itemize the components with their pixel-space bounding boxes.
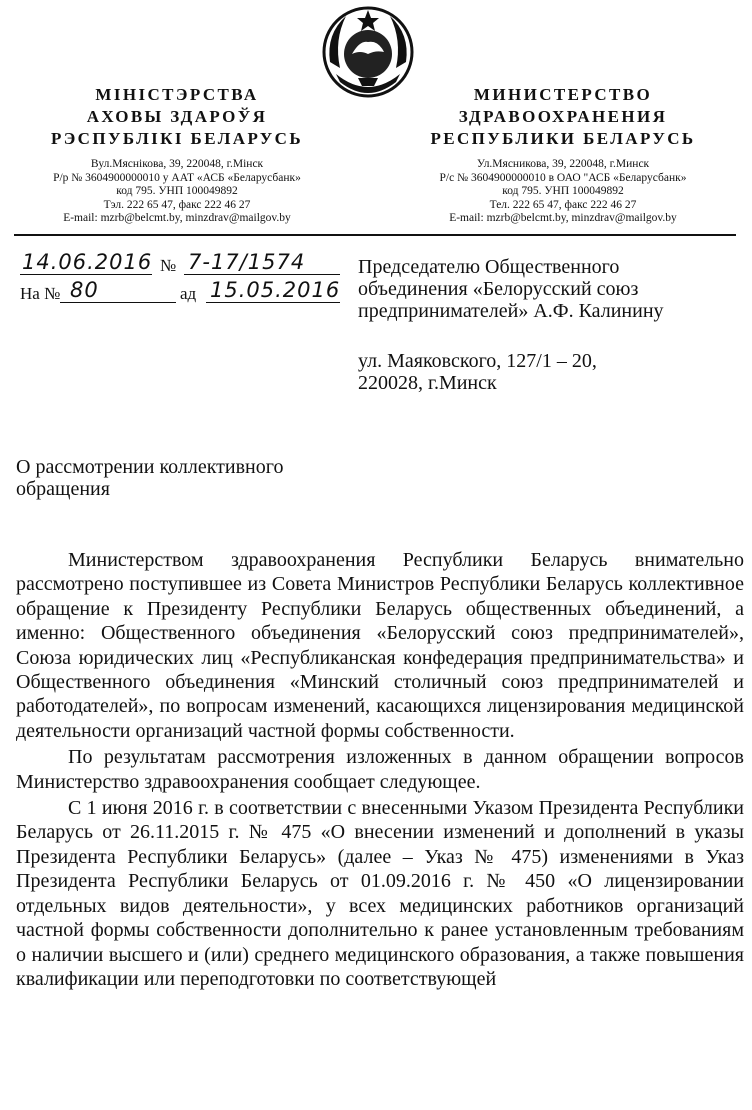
ref-label: На № (20, 284, 61, 303)
registration-block (20, 252, 350, 308)
left-org-details: Вул.Мяснікова, 39, 220048, г.Мінск Р/р № 3604900000010 у ААТ «АСБ «Беларусбанк» код 795. УНП 100049892 Тэл. 222 65 47, факс 222 46 27 E-mail: mzrb@belcmt.by, minzdrav@mailgov.by (53, 158, 301, 224)
addressee-block: Председателю Общественного объединения «Белорусский союз предпринимателей» А.Ф. Калинину ул. Маяковского, 127/1 – 20, 220028, г.Минск (358, 256, 738, 394)
subject-line: О рассмотрении коллективного обращения (16, 456, 284, 500)
reference-line (20, 280, 350, 308)
ref-date: 15.05.2016 (210, 278, 341, 302)
header-divider (14, 234, 736, 236)
body-paragraph: С 1 июня 2016 г. в соответствии с внесенными Указом Президента Республики Беларусь от 26.11.2015 г. № 475 «О внесении изменений и дополнений в указы Президента Республики Беларусь» (далее – Указ № 475) изменениями в Указ Президента Республики Беларусь от 01.09.2016 г. № 450 «О лицензировании отдельных видов деятельности», у всех медицинских работников организаций частной формы собственности дополнительно к ранее установленным требованиям о наличии высшего и (или) среднего медицинского образования, а также повышения квалификации или переподготовки по соответствующей (16, 797, 744, 990)
addressee-address: ул. Маяковского, 127/1 – 20, (358, 350, 597, 372)
outgoing-date: 14.06.2016 (22, 250, 153, 274)
ref-date-label: ад (180, 284, 197, 303)
right-org-details: Ул.Мясникова, 39, 220048, г.Минск Р/с № 3604900000010 в ОАО "АСБ «Беларусбанк» код 795. УНП 100049892 Тел. 222 65 47, факс 222 46 27 E-mail: mzrb@belcmt.by, minzdrav@mailgov.by (439, 158, 687, 224)
right-org-name: МИНИСТЕРСТВО ЗДРАВООХРАНЕНИЯ РЕСПУБЛИКИ БЕЛАРУСЬ (430, 85, 696, 148)
left-org-name: МІНІСТЭРСТВА АХОВЫ ЗДАРОЎЯ РЭСПУБЛІКІ БЕЛАРУСЬ (50, 85, 304, 148)
body-paragraph: Министерством здравоохранения Республики Беларусь внимательно рассмотрено поступившее из Совета Министров Республики Беларусь коллективное обращение к Президенту Республики Беларусь общественных объединений, а именно: Общественного объединения «Белорусский союз предпринимателей», Союза юридических лиц «Республиканская конфедерация предпринимательства» и Общественного объединения «Минский столичный союз предпринимателей и работодателей», по вопросам изменений, касающихся лицензирования медицинской деятельности организаций частной формы собственности. (16, 549, 744, 742)
letter-body (16, 548, 744, 993)
left-org-header (12, 84, 342, 226)
body-paragraph: По результатам рассмотрения изложенных в данном обращении вопросов Министерство здравоохранения сообщает следующее. (16, 746, 744, 793)
ref-number: 80 (70, 278, 99, 302)
right-org-header (398, 84, 728, 226)
number-label: № (160, 256, 177, 275)
outgoing-line (20, 252, 350, 280)
outgoing-number: 7-17/1574 (188, 250, 306, 274)
